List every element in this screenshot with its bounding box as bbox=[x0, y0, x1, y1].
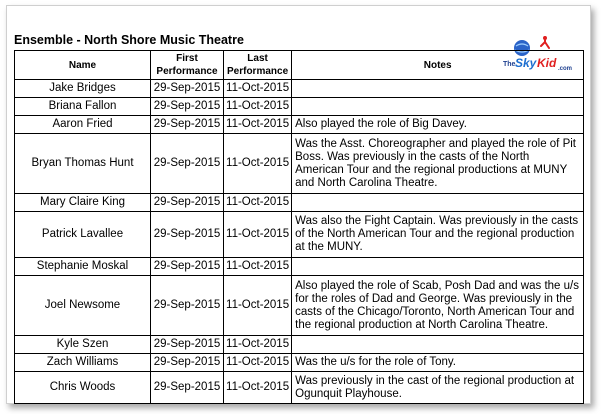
cell-notes: Was also the Fight Captain. Was previously in the casts of the North American Tour and the regional production at the MUNY. bbox=[292, 212, 584, 258]
cell-last: 11-Oct-2015 bbox=[224, 258, 292, 276]
cell-notes bbox=[292, 194, 584, 212]
logo-word-kid: Kid bbox=[537, 56, 557, 70]
table-row bbox=[15, 354, 584, 372]
table-row bbox=[15, 98, 584, 116]
table-row bbox=[15, 134, 584, 194]
cell-name: Jake Bridges bbox=[15, 80, 151, 98]
table-row bbox=[15, 194, 584, 212]
cell-first: 29-Sep-2015 bbox=[151, 212, 224, 258]
cell-name: Mary Claire King bbox=[15, 194, 151, 212]
cell-last: 11-Oct-2015 bbox=[224, 134, 292, 194]
ensemble-table bbox=[14, 50, 584, 404]
cell-first: 29-Sep-2015 bbox=[151, 116, 224, 134]
cell-first: 29-Sep-2015 bbox=[151, 276, 224, 336]
cell-notes bbox=[292, 258, 584, 276]
header-last-performance: Last Performance bbox=[224, 51, 292, 80]
cell-last: 11-Oct-2015 bbox=[224, 276, 292, 336]
logo-word-sky: Sky bbox=[515, 56, 537, 70]
cell-name: Aaron Fried bbox=[15, 116, 151, 134]
table-row bbox=[15, 276, 584, 336]
table-row bbox=[15, 212, 584, 258]
cell-first: 29-Sep-2015 bbox=[151, 372, 224, 404]
cell-name: Joel Newsome bbox=[15, 276, 151, 336]
cell-notes: Was previously in the cast of the regional production at Ogunquit Playhouse. bbox=[292, 372, 584, 404]
logo-word-the: The bbox=[503, 61, 516, 68]
cell-notes: Also played the role of Big Davey. bbox=[292, 116, 584, 134]
cell-last: 11-Oct-2015 bbox=[224, 80, 292, 98]
cell-notes: Was the Asst. Choreographer and played the role of Pit Boss. Was previously in the casts of the North American Tour and the regional productions at MUNY and North Carolina Theatre. bbox=[292, 134, 584, 194]
cell-notes bbox=[292, 80, 584, 98]
cell-last: 11-Oct-2015 bbox=[224, 98, 292, 116]
cell-first: 29-Sep-2015 bbox=[151, 98, 224, 116]
header-name: Name bbox=[15, 51, 151, 80]
cell-last: 11-Oct-2015 bbox=[224, 336, 292, 354]
cell-first: 29-Sep-2015 bbox=[151, 258, 224, 276]
cell-first: 29-Sep-2015 bbox=[151, 354, 224, 372]
cell-first: 29-Sep-2015 bbox=[151, 336, 224, 354]
cell-last: 11-Oct-2015 bbox=[224, 116, 292, 134]
header-row bbox=[15, 51, 584, 80]
table-row bbox=[15, 80, 584, 98]
cell-first: 29-Sep-2015 bbox=[151, 134, 224, 194]
cell-notes: Was the u/s for the role of Tony. bbox=[292, 354, 584, 372]
cell-notes bbox=[292, 98, 584, 116]
cell-last: 11-Oct-2015 bbox=[224, 212, 292, 258]
cell-name: Briana Fallon bbox=[15, 98, 151, 116]
table-row bbox=[15, 372, 584, 404]
cell-last: 11-Oct-2015 bbox=[224, 372, 292, 404]
cell-last: 11-Oct-2015 bbox=[224, 194, 292, 212]
logo-domain: .com bbox=[558, 66, 573, 72]
cell-notes bbox=[292, 336, 584, 354]
cell-first: 29-Sep-2015 bbox=[151, 80, 224, 98]
cell-name: Stephanie Moskal bbox=[15, 258, 151, 276]
cell-name: Zach Williams bbox=[15, 354, 151, 372]
cell-last: 11-Oct-2015 bbox=[224, 354, 292, 372]
header-notes: Notes bbox=[292, 51, 584, 80]
table-row bbox=[15, 258, 584, 276]
cell-name: Bryan Thomas Hunt bbox=[15, 134, 151, 194]
table-title: Ensemble - North Shore Music Theatre bbox=[14, 33, 244, 47]
table-row bbox=[15, 336, 584, 354]
table-row bbox=[15, 116, 584, 134]
cell-notes: Also played the role of Scab, Posh Dad and was the u/s for the roles of Dad and George. Was previously in the casts of the Chicago/Toronto, North American Tour and the regional production at North Carolina Theatre. bbox=[292, 276, 584, 336]
cell-name: Patrick Lavallee bbox=[15, 212, 151, 258]
cell-name: Kyle Szen bbox=[15, 336, 151, 354]
cell-first: 29-Sep-2015 bbox=[151, 194, 224, 212]
header-first-performance: First Performance bbox=[151, 51, 224, 80]
cell-name: Chris Woods bbox=[15, 372, 151, 404]
